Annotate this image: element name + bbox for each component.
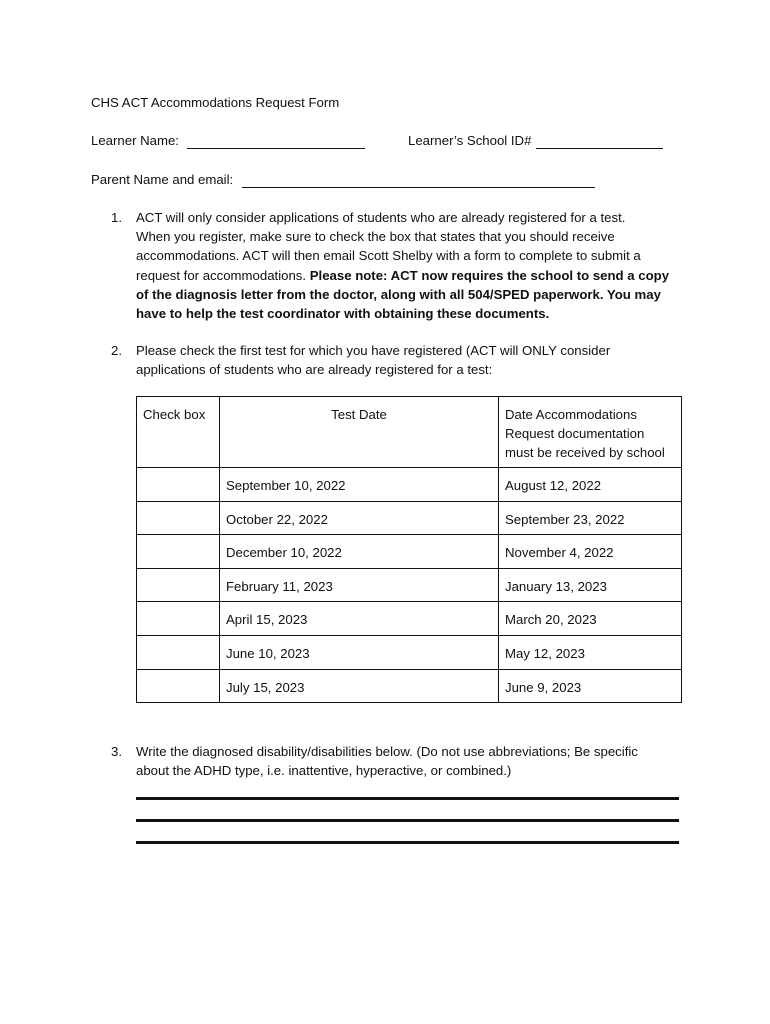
item-number: 1. [111, 210, 122, 225]
table-row [137, 635, 682, 669]
item-text-bold: Please note: ACT now requires the school to send a copy [309, 267, 670, 283]
check-box-cell[interactable] [137, 635, 220, 669]
table-row [137, 669, 682, 703]
learner-name-label: Learner Name: [91, 133, 179, 148]
deadline-cell: September 23, 2022 [499, 501, 682, 535]
column-header-check-box: Check box [137, 397, 220, 468]
check-box-cell[interactable] [137, 568, 220, 602]
parent-name-email-label: Parent Name and email: [91, 172, 234, 187]
disability-answer-line[interactable] [136, 819, 679, 822]
test-date-cell: September 10, 2022 [220, 468, 499, 502]
item-text-plain: request for accommodations. [136, 267, 307, 283]
learner-name-field[interactable] [187, 148, 365, 149]
item-number: 2. [111, 343, 122, 358]
item-text-line: ACT will only consider applications of students who are already registered for a test. [136, 210, 626, 225]
item-text-line [136, 266, 681, 285]
deadline-cell: November 4, 2022 [499, 535, 682, 569]
table-row [137, 501, 682, 535]
school-id-label: Learner’s School ID# [408, 133, 532, 148]
deadline-cell: August 12, 2022 [499, 468, 682, 502]
item-text-bold: have to help the test coordinator with obtaining these documents. [136, 306, 550, 322]
parent-name-email-field[interactable] [242, 187, 595, 188]
item-text-line: accommodations. ACT will then email Scott Shelby with a form to complete to submit a [136, 248, 641, 264]
item-text-line-bold [136, 285, 681, 304]
check-box-cell[interactable] [137, 669, 220, 703]
disability-answer-line[interactable] [136, 841, 679, 844]
item-number: 3. [111, 744, 122, 759]
item-text-line: applications of students who are already registered for a test: [136, 362, 493, 378]
deadline-cell: March 20, 2023 [499, 602, 682, 636]
test-date-cell: December 10, 2022 [220, 535, 499, 569]
deadline-cell: June 9, 2023 [499, 669, 682, 703]
test-date-cell: February 11, 2023 [220, 568, 499, 602]
header-line: Date Accommodations [505, 407, 637, 422]
deadline-cell: January 13, 2023 [499, 568, 682, 602]
disability-answer-line[interactable] [136, 797, 679, 800]
check-box-cell[interactable] [137, 501, 220, 535]
test-dates-table [136, 396, 682, 703]
check-box-cell[interactable] [137, 468, 220, 502]
deadline-cell: May 12, 2023 [499, 635, 682, 669]
table-header-row [137, 397, 682, 468]
header-line: must be received by school [505, 445, 665, 461]
form-title: CHS ACT Accommodations Request Form [91, 95, 340, 110]
check-box-cell[interactable] [137, 535, 220, 569]
test-date-cell: June 10, 2023 [220, 635, 499, 669]
item-text-line: about the ADHD type, i.e. inattentive, hyperactive, or combined.) [136, 763, 512, 779]
table-row [137, 535, 682, 569]
table-row [137, 602, 682, 636]
column-header-test-date: Test Date [220, 397, 499, 468]
test-date-cell: October 22, 2022 [220, 501, 499, 535]
item-text-line: Please check the first test for which you have registered (ACT will ONLY consider [136, 343, 611, 358]
check-box-cell[interactable] [137, 602, 220, 636]
table-row [137, 468, 682, 502]
item-text-line: Write the diagnosed disability/disabilities below. (Do not use abbreviations; Be specific [136, 744, 638, 759]
item-text-line-bold [136, 304, 681, 323]
school-id-field[interactable] [536, 148, 663, 149]
column-header-deadline [499, 397, 682, 468]
table-row [137, 568, 682, 602]
header-line: Request documentation [505, 426, 645, 442]
item-text-bold: of the diagnosis letter from the doctor, along with all 504/SPED paperwork. You may [136, 286, 661, 302]
item-text-line: When you register, make sure to check the box that states that you should receive [136, 229, 615, 245]
test-date-cell: April 15, 2023 [220, 602, 499, 636]
test-date-cell: July 15, 2023 [220, 669, 499, 703]
